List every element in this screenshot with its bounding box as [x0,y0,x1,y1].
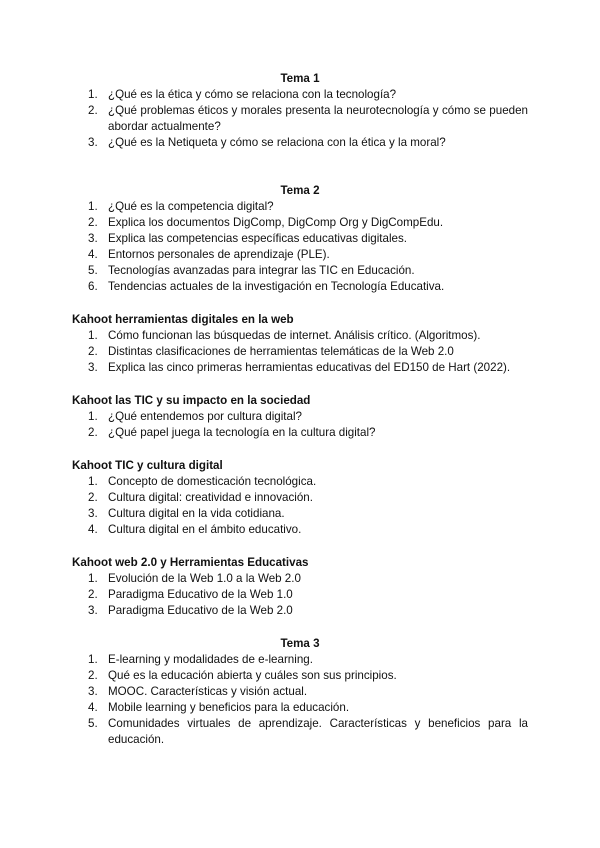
list-item [72,668,528,684]
list-item [72,87,528,103]
item-text: Entornos personales de aprendizaje (PLE). [108,248,330,261]
item-text: Comunidades virtuales de aprendizaje. Características y beneficios para la educación. [108,717,528,746]
item-text: Cultura digital en la vida cotidiana. [108,507,285,520]
item-number: 3. [88,685,98,698]
list-item [72,522,528,538]
item-number: 1. [88,475,98,488]
spacer [72,151,528,183]
item-number: 3. [88,136,98,149]
list-item [72,103,528,135]
list-item [72,700,528,716]
item-text: ¿Qué es la competencia digital? [108,200,274,213]
section-heading: Kahoot las TIC y su impacto en la sociedad [72,394,311,407]
item-number: 1. [88,653,98,666]
item-text: Explica los documentos DigComp, DigComp Org y DigCompEdu. [108,216,444,229]
section-kahoot-web20 [72,555,528,619]
item-text: Explica las cinco primeras herramientas educativas del ED150 de Hart (2022). [108,361,511,374]
item-list [72,199,528,295]
list-item [72,231,528,247]
section-kahoot-herramientas [72,312,528,376]
list-item [72,506,528,522]
item-text: Evolución de la Web 1.0 a la Web 2.0 [108,572,301,585]
list-item [72,490,528,506]
section-kahoot-tic-sociedad [72,393,528,441]
item-list [72,87,528,151]
item-text: Cultura digital: creatividad e innovación. [108,491,313,504]
list-item [72,263,528,279]
item-list [72,328,528,376]
item-text: Mobile learning y beneficios para la educación. [108,701,350,714]
list-item [72,247,528,263]
list-item [72,716,528,748]
item-text: ¿Qué es la ética y cómo se relaciona con la tecnología? [108,88,397,101]
item-text: ¿Qué entendemos por cultura digital? [108,410,302,423]
item-number: 2. [88,588,98,601]
list-item [72,135,528,151]
list-item [72,215,528,231]
item-number: 4. [88,523,98,536]
list-item [72,425,528,441]
list-item [72,328,528,344]
section-tema-1 [72,71,528,151]
item-text: Concepto de domesticación tecnológica. [108,475,317,488]
list-item [72,344,528,360]
list-item [72,409,528,425]
spacer [72,538,528,555]
item-number: 5. [88,717,98,730]
item-number: 1. [88,329,98,342]
item-list [72,409,528,441]
item-list [72,652,528,748]
item-number: 3. [88,361,98,374]
item-number: 4. [88,248,98,261]
item-text: Cultura digital en el ámbito educativo. [108,523,302,536]
section-kahoot-cultura-digital [72,458,528,538]
section-heading: Tema 2 [280,184,320,197]
item-number: 4. [88,701,98,714]
item-text: Explica las competencias específicas educativas digitales. [108,232,408,245]
list-item [72,474,528,490]
item-text: Paradigma Educativo de la Web 1.0 [108,588,293,601]
section-tema-3 [72,636,528,748]
item-number: 3. [88,604,98,617]
item-number: 1. [88,410,98,423]
item-list [72,571,528,619]
list-item [72,587,528,603]
item-text: MOOC. Características y visión actual. [108,685,308,698]
section-heading: Tema 3 [280,637,320,650]
item-text: E-learning y modalidades de e-learning. [108,653,313,666]
item-number: 1. [88,200,98,213]
item-number: 3. [88,232,98,245]
item-number: 2. [88,216,98,229]
item-text: Tendencias actuales de la investigación en Tecnología Educativa. [108,280,445,293]
item-number: 2. [88,345,98,358]
spacer [72,376,528,393]
list-item [72,603,528,619]
list-item [72,199,528,215]
item-text: ¿Qué problemas éticos y morales presenta la neurotecnología y cómo se pueden abordar actualmente? [108,104,528,133]
list-item [72,571,528,587]
item-text: Distintas clasificaciones de herramientas telemáticas de la Web 2.0 [108,345,454,358]
item-text: Cómo funcionan las búsquedas de internet. Análisis crítico. (Algoritmos). [108,329,481,342]
item-text: Qué es la educación abierta y cuáles son sus principios. [108,669,397,682]
section-heading: Tema 1 [280,72,320,85]
spacer [72,441,528,458]
list-item [72,360,528,376]
item-number: 1. [88,88,98,101]
item-number: 2. [88,426,98,439]
item-number: 5. [88,264,98,277]
item-text: Paradigma Educativo de la Web 2.0 [108,604,293,617]
item-number: 2. [88,104,98,117]
item-text: ¿Qué es la Netiqueta y cómo se relaciona con la ética y la moral? [108,136,446,149]
item-number: 1. [88,572,98,585]
spacer [72,619,528,636]
section-heading: Kahoot TIC y cultura digital [72,459,223,472]
list-item [72,684,528,700]
item-number: 3. [88,507,98,520]
section-tema-2 [72,183,528,295]
item-number: 2. [88,669,98,682]
section-heading: Kahoot herramientas digitales en la web [72,313,294,326]
item-text: Tecnologías avanzadas para integrar las TIC en Educación. [108,264,415,277]
document-content [72,71,528,748]
item-number: 6. [88,280,98,293]
item-text: ¿Qué papel juega la tecnología en la cultura digital? [108,426,376,439]
section-heading: Kahoot web 2.0 y Herramientas Educativas [72,556,309,569]
item-list [72,474,528,538]
list-item [72,652,528,668]
list-item [72,279,528,295]
item-number: 2. [88,491,98,504]
spacer [72,295,528,312]
